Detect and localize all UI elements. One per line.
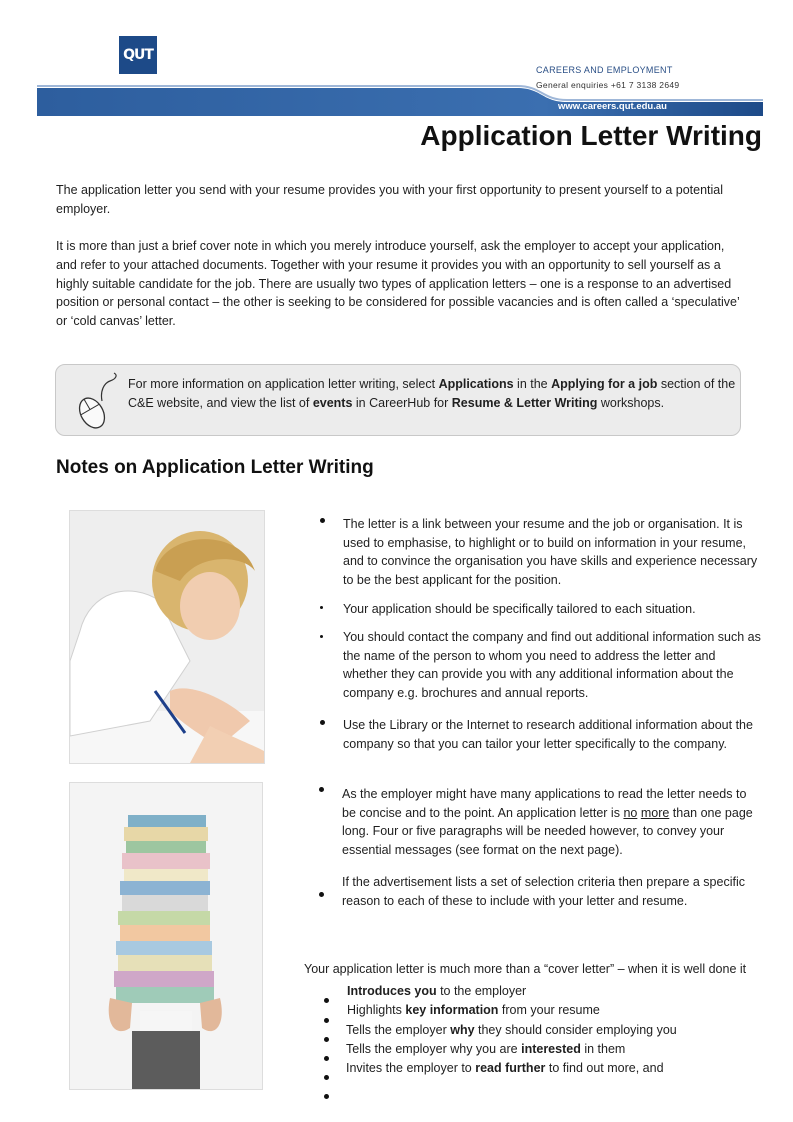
- qut-logo: QUT: [119, 36, 157, 74]
- closing-bullet-2: [324, 1018, 329, 1023]
- note-1: The letter is a link between your resume and the job or organisation. It is used to emphasise, to highlight or to build on information in your resume, and to convince the organisation you have skills and experience necessary to be the best applicant for the position.: [343, 517, 758, 587]
- closing-bullet-6: [324, 1094, 329, 1099]
- department-name: CAREERS AND EMPLOYMENT: [536, 65, 673, 75]
- intro-paragraph-2: It is more than just a brief cover note in which you merely introduce yourself, ask the employer to accept your application, and refer to your attached documents. Together with your resume it provides you with an opportunity to sell yourself as a highly suitable candidate for the job. There are usually two types of application letters – one is a response to an advertised position or personal contact – the other is seeking to be considered for possible vacancies and is often called a ‘speculative’ or ‘cold canvas’ letter.: [56, 239, 740, 329]
- applying-for-a-job-link[interactable]: Applying for a job: [551, 377, 658, 391]
- resume-letter-writing-link[interactable]: Resume & Letter Writing: [451, 396, 598, 410]
- bullet-1: [320, 518, 325, 523]
- enquiries-phone: General enquiries +61 7 3138 2649: [536, 80, 680, 90]
- bullet-6: [319, 892, 324, 897]
- closing-bullet-5: [324, 1075, 329, 1080]
- closing-bullet-4: [324, 1056, 329, 1061]
- closing-item-1: Introduces you to the employer: [347, 984, 527, 998]
- events-link[interactable]: events: [312, 396, 353, 410]
- stack-of-papers-photo: [69, 782, 263, 1090]
- closing-item-4: Tells the employer why you are interested in them: [346, 1042, 626, 1056]
- closing-item-2: Highlights key information from your resume: [347, 1003, 600, 1017]
- note-2: Your application should be specifically tailored to each situation.: [343, 602, 696, 616]
- note-5: As the employer might have many applications to read the letter needs to be concise and to the point. An application letter is no more than one page long. Four or five paragraphs will be needed however, to convey your essential messages (see format on the next page).: [342, 787, 753, 857]
- bullet-4: [320, 720, 325, 725]
- notes-heading: Notes on Application Letter Writing: [56, 457, 374, 478]
- applications-link[interactable]: Applications: [438, 377, 514, 391]
- note-4: Use the Library or the Internet to research additional information about the company so that you can tailor your letter specifically to the company.: [343, 718, 753, 751]
- website-link[interactable]: www.careers.qut.edu.au: [558, 101, 667, 112]
- bullet-5: [319, 787, 324, 792]
- intro-paragraph-1: The application letter you send with your resume provides you with your first opportunity to present yourself to a potential employer.: [56, 183, 724, 216]
- closing-text: Your application letter is much more than a “cover letter” – when it is well done it: [304, 962, 747, 976]
- info-text: For more information on application letter writing, select Applications in the Applying for a job section of the C&E website, and view the list of events in CareerHub for Resume & Letter Writing workshops.: [128, 377, 736, 410]
- info-box: [55, 364, 741, 436]
- closing-bullet-3: [324, 1037, 329, 1042]
- note-3: You should contact the company and find out additional information such as the name of the person to whom you need to address the letter and whether they can provide you with any additional information about the company e.g. brochures and annual reports.: [343, 630, 761, 700]
- woman-writing-photo: [69, 510, 265, 764]
- note-6: If the advertisement lists a set of selection criteria then prepare a specific reason to each of these to include with your letter and resume.: [342, 875, 745, 908]
- closing-bullet-1: [324, 998, 329, 1003]
- bullet-2: [320, 606, 323, 609]
- closing-item-5: Invites the employer to read further to find out more, and: [346, 1061, 664, 1075]
- page-title: Application Letter Writing: [420, 120, 762, 151]
- computer-mouse-icon: [66, 371, 122, 429]
- closing-item-3: Tells the employer why they should consider employing you: [346, 1023, 677, 1037]
- bullet-3: [320, 635, 323, 638]
